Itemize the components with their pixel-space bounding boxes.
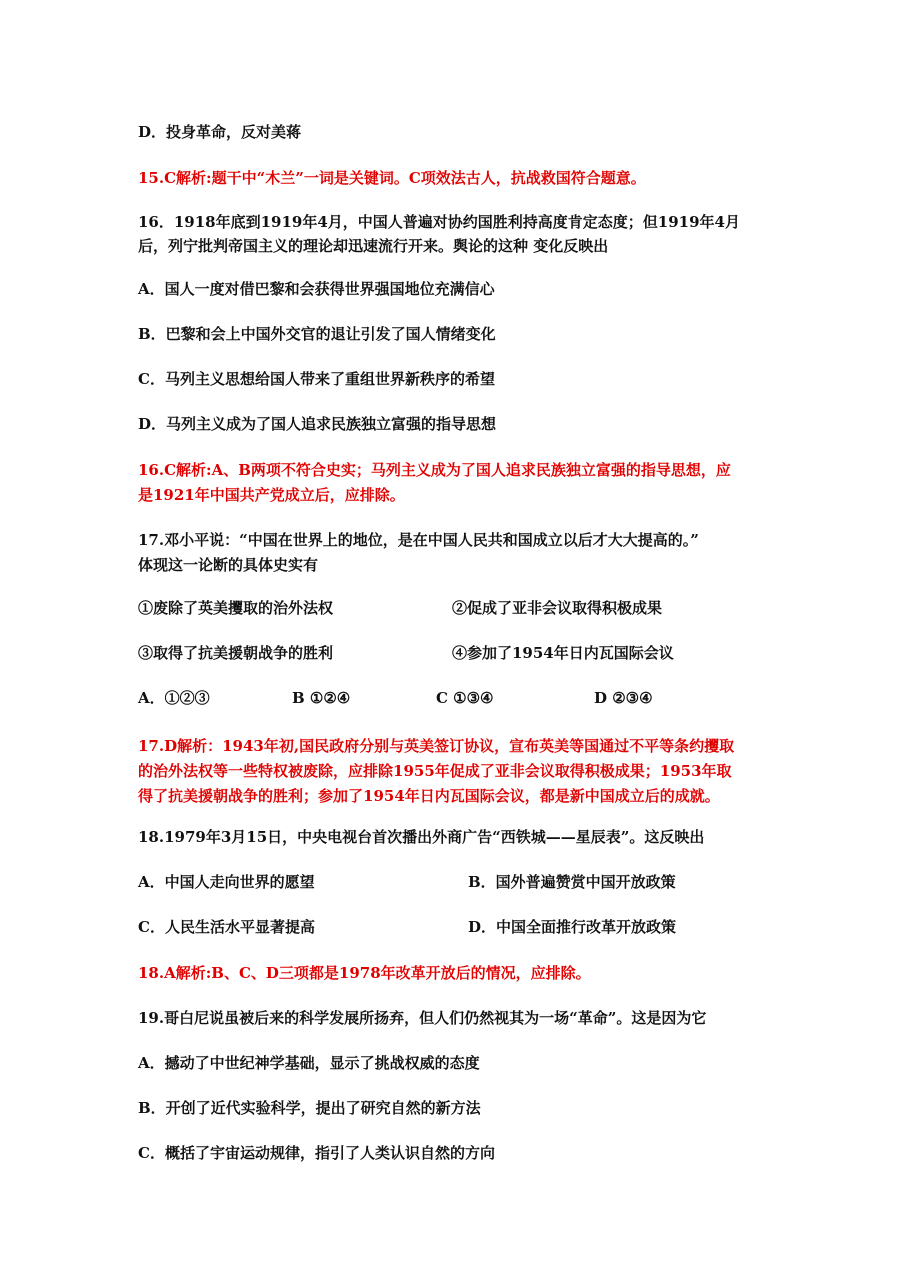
- q16-stem-line2: 后，列宁批判帝国主义的理论却迅速流行开来。舆论的这种 变化反映出: [138, 237, 609, 255]
- q15-answer: 15.C解析:题干中“木兰”一词是关键词。C项效法古人，抗战救国符合题意。: [138, 169, 646, 187]
- q17-item-4: ④参加了1954年日内瓦国际会议: [452, 644, 674, 662]
- q17-answer-line3: 得了抗美援朝战争的胜利；参加了1954年日内瓦国际会议，都是新中国成立后的成就。: [138, 787, 720, 805]
- q16-answer-line1: 16.C解析:A、B两项不符合史实；马列主义成为了国人追求民族独立富强的指导思想，应: [138, 461, 731, 479]
- q16-option-a: A．国人一度对借巴黎和会获得世界强国地位充满信心: [138, 280, 495, 298]
- q19-option-a: A．撼动了中世纪神学基础，显示了挑战权威的态度: [138, 1054, 480, 1072]
- q18-option-d: D．中国全面推行改革开放政策: [468, 918, 677, 936]
- q17-stem-line2: 体现这一论断的具体史实有: [138, 556, 319, 574]
- q17-option-d: D ②③④: [594, 689, 653, 707]
- q18-option-c: C．人民生活水平显著提高: [138, 918, 315, 936]
- q19-option-b: B．开创了近代实验科学，提出了研究自然的新方法: [138, 1099, 481, 1117]
- q19-stem: 19.哥白尼说虽被后来的科学发展所扬弃，但人们仍然视其为一场“革命”。这是因为它: [138, 1009, 707, 1027]
- q16-option-d: D．马列主义成为了国人追求民族独立富强的指导思想: [138, 415, 497, 433]
- q18-stem: 18.1979年3月15日，中央电视台首次播出外商广告“西铁城——星辰表”。这反映出: [138, 828, 705, 846]
- q16-answer-line2: 是1921年中国共产党成立后，应排除。: [138, 486, 405, 504]
- q17-option-a: A．①②③: [138, 689, 210, 707]
- q14-option-d: D．投身革命，反对美蒋: [138, 123, 302, 141]
- q17-answer-line1: 17.D解析：1943年初,国民政府分别与英美签订协议，宣布英美等国通过不平等条约攫取: [138, 737, 735, 755]
- q17-item-1: ①废除了英美攫取的治外法权: [138, 599, 334, 617]
- q18-option-a: A．中国人走向世界的愿望: [138, 873, 315, 891]
- q17-option-c: C ①③④: [436, 689, 494, 707]
- q17-item-3: ③取得了抗美援朝战争的胜利: [138, 644, 334, 662]
- q17-answer-line2: 的治外法权等一些特权被废除，应排除1955年促成了亚非会议取得积极成果；1953年取: [138, 762, 732, 780]
- q16-option-b: B．巴黎和会上中国外交官的退让引发了国人情绪变化: [138, 325, 496, 343]
- q19-option-c: C．概括了宇宙运动规律，指引了人类认识自然的方向: [138, 1144, 495, 1162]
- q18-answer: 18.A解析:B、C、D三项都是1978年改革开放后的情况，应排除。: [138, 964, 591, 982]
- q16-stem-line1: 16．1918年底到1919年4月，中国人普遍对协约国胜利持高度肯定态度；但1919年4月: [138, 213, 740, 231]
- q17-stem-line1: 17.邓小平说：“中国在世界上的地位，是在中国人民共和国成立以后才大大提高的。”: [138, 531, 699, 549]
- q17-item-2: ②促成了亚非会议取得积极成果: [452, 599, 663, 617]
- q18-option-b: B．国外普遍赞赏中国开放政策: [468, 873, 676, 891]
- q16-option-c: C．马列主义思想给国人带来了重组世界新秩序的希望: [138, 370, 495, 388]
- q17-option-b: B ①②④: [292, 689, 351, 707]
